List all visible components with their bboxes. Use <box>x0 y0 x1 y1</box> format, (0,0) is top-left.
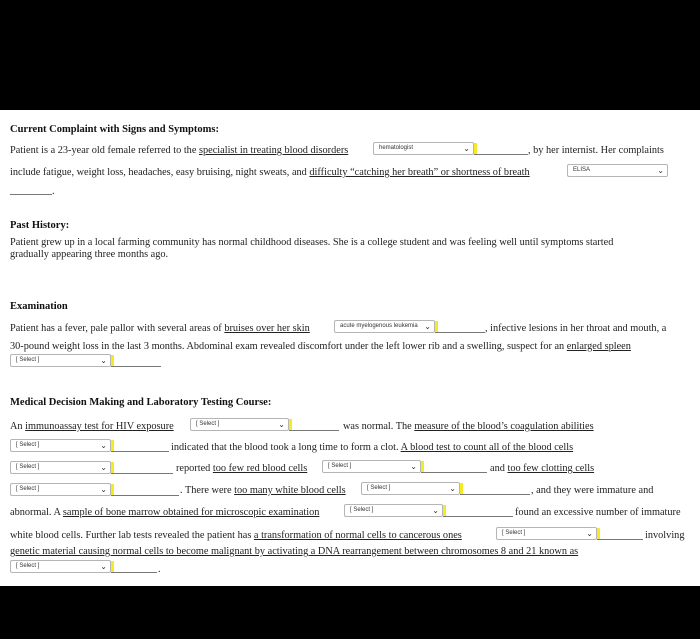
answer-blank-5 <box>289 419 339 431</box>
history-heading: Past History: <box>10 220 70 231</box>
dropdown-white-cells[interactable]: [ Select ] ⌄ <box>361 482 460 495</box>
answer-blank-9 <box>111 484 179 496</box>
answer-blank-10 <box>460 483 530 495</box>
dropdown-known-as[interactable]: [ Select ] ⌄ <box>10 560 111 573</box>
dropdown-red-cells[interactable]: [ Select ] ⌄ <box>322 460 421 473</box>
dropdown-clotting-cells[interactable]: [ Select ] ⌄ <box>10 483 111 496</box>
chevron-down-icon: ⌄ <box>278 420 285 429</box>
answer-blank-4 <box>111 355 161 367</box>
medical-line-4: . There were too many white blood cells <box>180 485 346 496</box>
history-line-1: Patient grew up in a local farming community has normal childhood diseases. She is a college student and was feeling well until symptoms started <box>10 237 614 248</box>
answer-blank-12 <box>597 528 643 540</box>
dropdown-shortness-of-breath[interactable]: ELISA ⌄ <box>567 164 668 177</box>
exam-line-1-end: , infective lesions in her throat and mouth, a <box>485 323 667 334</box>
chevron-down-icon: ⌄ <box>100 441 107 450</box>
chevron-down-icon: ⌄ <box>424 322 431 331</box>
chevron-down-icon: ⌄ <box>463 144 470 153</box>
medical-line-3: reported too few red blood cells <box>176 463 308 474</box>
answer-blank-3 <box>435 321 485 333</box>
question-sheet <box>0 110 700 586</box>
chevron-down-icon: ⌄ <box>410 462 417 471</box>
medical-line-1: An immunoassay test for HIV exposure <box>10 421 174 432</box>
chevron-down-icon: ⌄ <box>449 484 456 493</box>
dropdown-bone-marrow[interactable]: [ Select ] ⌄ <box>344 504 443 517</box>
exam-line-2: 30-pound weight loss in the last 3 months. Abdominal exam revealed discomfort under the left lower rib and a swelling, suspect for an enlarged spleen <box>10 341 631 352</box>
chevron-down-icon: ⌄ <box>657 166 664 175</box>
chevron-down-icon: ⌄ <box>100 356 107 365</box>
answer-blank-1 <box>474 143 528 155</box>
complaint-line-1-end: , by her internist. Her complaints <box>528 145 664 156</box>
answer-blank-6 <box>111 440 169 452</box>
complaint-line-2: include fatigue, weight loss, headaches, easy bruising, night sweats, and difficulty “catching her breath” or shortness of breath <box>10 167 530 178</box>
complaint-text: Patient is a 23-year old female referred to the <box>10 145 199 156</box>
medical-line-8: . <box>158 564 161 575</box>
exam-heading: Examination <box>10 301 68 312</box>
answer-blank-2 <box>10 183 52 195</box>
complaint-underlined-term: specialist in treating blood disorders <box>198 145 349 156</box>
complaint-heading: Current Complaint with Signs and Symptoms: <box>10 124 219 135</box>
medical-line-3-end: and too few clotting cells <box>490 463 595 474</box>
answer-blank-13 <box>111 561 157 573</box>
exam-line-1: Patient has a fever, pale pallor with several areas of bruises over her skin <box>10 323 310 334</box>
dropdown-hiv-test[interactable]: [ Select ] ⌄ <box>190 418 289 431</box>
dropdown-specialist[interactable]: hematologist ⌄ <box>373 142 474 155</box>
chevron-down-icon: ⌄ <box>432 506 439 515</box>
dropdown-transformation[interactable]: [ Select ] ⌄ <box>496 527 597 540</box>
chevron-down-icon: ⌄ <box>100 485 107 494</box>
medical-line-6-end: involving <box>645 530 685 541</box>
dropdown-blood-count[interactable]: [ Select ] ⌄ <box>10 461 111 474</box>
answer-blank-7 <box>111 462 173 474</box>
medical-line-5: abnormal. A sample of bone marrow obtained for microscopic examination <box>10 507 320 518</box>
chevron-down-icon: ⌄ <box>586 529 593 538</box>
medical-line-2: indicated that the blood took a long time to form a clot. A blood test to count all of the blood cells <box>171 442 574 453</box>
dropdown-enlarged-spleen[interactable]: [ Select ] ⌄ <box>10 354 111 367</box>
dropdown-coagulation[interactable]: [ Select ] ⌄ <box>10 439 111 452</box>
chevron-down-icon: ⌄ <box>100 562 107 571</box>
answer-blank-8 <box>421 461 487 473</box>
answer-blank-11 <box>443 505 513 517</box>
history-line-2: gradually appearing three months ago. <box>10 249 169 260</box>
medical-line-6: white blood cells. Further lab tests revealed the patient has a transformation of normal cells to cancerous ones <box>10 530 462 541</box>
medical-line-4-end: , and they were immature and <box>531 485 654 496</box>
complaint-line-1 <box>10 144 348 157</box>
medical-line-7: genetic material causing normal cells to become malignant by activating a DNA rearrangement between chromosomes 8 and 21 known as <box>10 546 579 557</box>
medical-line-1-end: was normal. The measure of the blood’s coagulation abilities <box>343 421 594 432</box>
chevron-down-icon: ⌄ <box>100 463 107 472</box>
medical-line-5-end: found an excessive number of immature <box>515 507 681 518</box>
dropdown-bruises[interactable]: acute myelogenous leukemia ⌄ <box>334 320 435 333</box>
medical-heading: Medical Decision Making and Laboratory Testing Course: <box>10 397 272 408</box>
complaint-line-3: . <box>52 186 55 197</box>
